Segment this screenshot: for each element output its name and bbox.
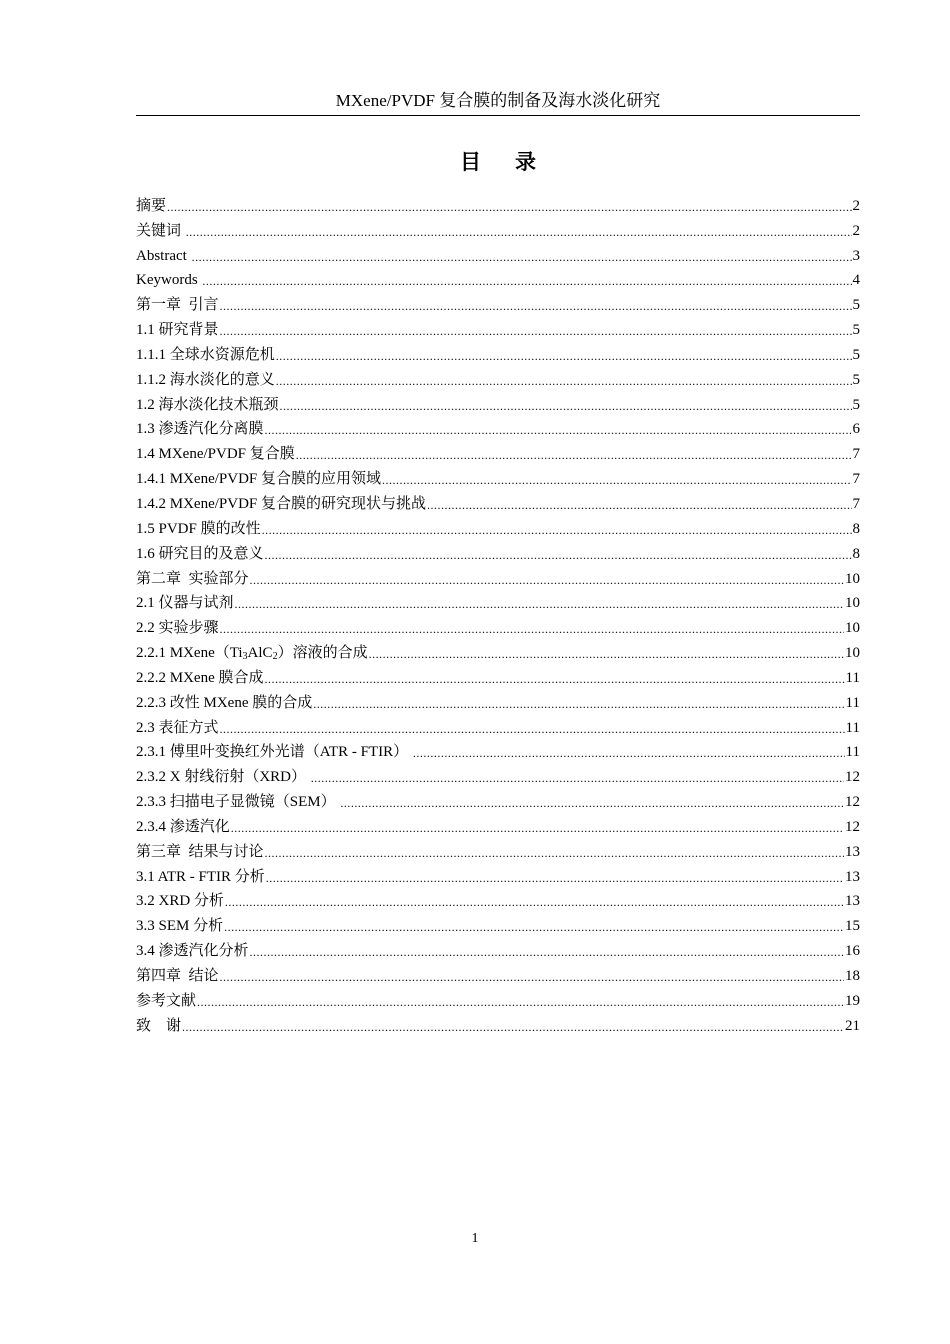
toc-entry-page: 3 bbox=[852, 247, 860, 264]
toc-entry[interactable] bbox=[136, 960, 860, 985]
toc-leader-dots bbox=[192, 249, 852, 265]
table-of-contents bbox=[136, 190, 860, 1035]
toc-entry-label: 2.3 表征方式 bbox=[136, 719, 219, 736]
toc-entry[interactable] bbox=[136, 985, 860, 1010]
toc-entry-page: 7 bbox=[852, 446, 860, 463]
toc-entry[interactable] bbox=[136, 637, 860, 662]
toc-entry-label: 致 谢 bbox=[136, 1017, 182, 1034]
toc-entry-label: 1.6 研究目的及意义 bbox=[136, 545, 264, 562]
toc-entry-page: 19 bbox=[845, 992, 860, 1009]
toc-entry-label: 1.4 MXene/PVDF 复合膜 bbox=[136, 446, 295, 463]
toc-entry-label: 2.2 实验步骤 bbox=[136, 620, 219, 637]
toc-entry-label: 1.3 渗透汽化分离膜 bbox=[136, 421, 264, 438]
toc-entry-label: 3.2 XRD 分析 bbox=[136, 893, 224, 910]
toc-entry[interactable] bbox=[136, 712, 860, 737]
toc-leader-dots bbox=[220, 969, 844, 985]
toc-entry[interactable] bbox=[136, 886, 860, 911]
toc-entry-page: 5 bbox=[852, 322, 860, 339]
toc-entry[interactable] bbox=[136, 414, 860, 439]
toc-entry-page: 21 bbox=[845, 1017, 860, 1034]
toc-entry[interactable] bbox=[136, 513, 860, 538]
page-number: 1 bbox=[471, 1231, 479, 1246]
toc-entry-label: 1.2 海水淡化技术瓶颈 bbox=[136, 396, 279, 413]
toc-entry-page: 10 bbox=[845, 595, 860, 612]
toc-leader-dots bbox=[224, 919, 844, 935]
toc-leader-dots bbox=[382, 472, 851, 488]
toc-leader-dots bbox=[231, 820, 844, 836]
toc-entry-page: 12 bbox=[845, 794, 860, 811]
toc-leader-dots bbox=[427, 497, 851, 513]
toc-entry-label: 3.1 ATR - FTIR 分析 bbox=[136, 868, 265, 885]
toc-leader-dots bbox=[250, 572, 844, 588]
toc-entry[interactable] bbox=[136, 240, 860, 265]
toc-entry-label: 摘要 bbox=[136, 197, 167, 214]
toc-entry-label: 第三章 结果与讨论 bbox=[136, 843, 264, 860]
toc-entry[interactable] bbox=[136, 811, 860, 836]
toc-leader-dots bbox=[265, 547, 852, 563]
toc-entry[interactable] bbox=[136, 935, 860, 960]
toc-entry-label: 1.1.1 全球水资源危机 bbox=[136, 346, 275, 363]
toc-entry-page: 5 bbox=[852, 396, 860, 413]
toc-entry-page: 13 bbox=[845, 893, 860, 910]
toc-entry[interactable] bbox=[136, 786, 860, 811]
toc-title: 目录 bbox=[460, 150, 570, 174]
toc-entry[interactable] bbox=[136, 612, 860, 637]
toc-entry-label: 1.5 PVDF 膜的改性 bbox=[136, 520, 261, 537]
toc-entry[interactable] bbox=[136, 265, 860, 290]
toc-leader-dots bbox=[265, 671, 845, 687]
toc-entry-label: 第一章 引言 bbox=[136, 297, 219, 314]
toc-entry[interactable] bbox=[136, 836, 860, 861]
toc-entry-label: 2.2.2 MXene 膜合成 bbox=[136, 669, 264, 686]
toc-entry[interactable] bbox=[136, 538, 860, 563]
toc-entry-label: 1.1 研究背景 bbox=[136, 322, 219, 339]
toc-entry-page: 10 bbox=[845, 570, 860, 587]
toc-leader-dots bbox=[225, 894, 844, 910]
toc-entry-label: 2.2.3 改性 MXene 膜的合成 bbox=[136, 694, 313, 711]
toc-entry[interactable] bbox=[136, 339, 860, 364]
label-part: AlC bbox=[247, 645, 273, 662]
toc-entry-label: 参考文献 bbox=[136, 992, 197, 1009]
toc-entry-label: 第二章 实验部分 bbox=[136, 570, 249, 587]
toc-entry-page: 7 bbox=[852, 495, 860, 512]
toc-leader-dots bbox=[220, 323, 852, 339]
toc-entry-page: 5 bbox=[852, 297, 860, 314]
toc-entry[interactable] bbox=[136, 364, 860, 389]
toc-entry[interactable] bbox=[136, 488, 860, 513]
toc-entry-page: 5 bbox=[852, 346, 860, 363]
toc-entry[interactable] bbox=[136, 687, 860, 712]
toc-entry-label: 关键词 bbox=[136, 222, 185, 239]
toc-entry[interactable] bbox=[136, 389, 860, 414]
toc-entry-page: 18 bbox=[845, 968, 860, 984]
toc-entry-label: 1.4.1 MXene/PVDF 复合膜的应用领域 bbox=[136, 471, 382, 488]
toc-entry-page: 7 bbox=[852, 471, 860, 488]
toc-entry-page: 12 bbox=[845, 818, 860, 835]
toc-leader-dots bbox=[313, 696, 844, 712]
toc-leader-dots bbox=[235, 596, 844, 612]
toc-leader-dots bbox=[197, 994, 844, 1010]
toc-entry[interactable] bbox=[136, 910, 860, 935]
toc-entry-label bbox=[136, 644, 368, 662]
toc-entry-page: 15 bbox=[845, 918, 860, 935]
toc-leader-dots bbox=[220, 721, 845, 737]
toc-entry-page: 11 bbox=[845, 669, 860, 686]
toc-entry-page: 13 bbox=[845, 868, 860, 885]
toc-leader-dots bbox=[276, 373, 852, 389]
toc-entry-label: Abstract bbox=[136, 247, 191, 264]
toc-entry[interactable] bbox=[136, 438, 860, 463]
label-part: 2.2.1 MXene（Ti bbox=[136, 645, 243, 662]
toc-entry[interactable] bbox=[136, 761, 860, 786]
toc-entry-page: 5 bbox=[852, 371, 860, 388]
toc-entry[interactable] bbox=[136, 463, 860, 488]
toc-entry[interactable] bbox=[136, 1010, 860, 1035]
toc-leader-dots bbox=[311, 770, 844, 786]
toc-leader-dots bbox=[265, 845, 844, 861]
toc-leader-dots bbox=[182, 1019, 844, 1035]
toc-entry[interactable] bbox=[136, 662, 860, 687]
toc-leader-dots bbox=[369, 646, 844, 662]
toc-entry-label: 3.3 SEM 分析 bbox=[136, 918, 224, 935]
toc-leader-dots bbox=[220, 621, 844, 637]
toc-entry-label: 3.4 渗透汽化分析 bbox=[136, 943, 249, 960]
toc-entry-page: 10 bbox=[845, 620, 860, 637]
toc-leader-dots bbox=[276, 348, 852, 364]
toc-entry-page: 12 bbox=[845, 769, 860, 786]
toc-entry[interactable] bbox=[136, 588, 860, 613]
header-rule bbox=[136, 115, 860, 116]
toc-leader-dots bbox=[262, 522, 852, 538]
toc-entry[interactable] bbox=[136, 215, 860, 240]
toc-entry-label: 2.3.4 渗透汽化 bbox=[136, 818, 230, 835]
toc-entry-label: 2.3.3 扫描电子显微镜（SEM） bbox=[136, 794, 340, 811]
toc-entry[interactable] bbox=[136, 563, 860, 588]
toc-entry-page: 10 bbox=[845, 645, 860, 662]
toc-entry-page: 6 bbox=[852, 421, 860, 438]
toc-entry-page: 8 bbox=[852, 520, 860, 537]
toc-entry[interactable] bbox=[136, 314, 860, 339]
subscript: 3 bbox=[242, 651, 248, 663]
toc-leader-dots bbox=[202, 273, 851, 289]
toc-entry-page: 2 bbox=[852, 197, 860, 214]
toc-entry-label: 1.4.2 MXene/PVDF 复合膜的研究现状与挑战 bbox=[136, 495, 427, 512]
toc-entry[interactable] bbox=[136, 861, 860, 886]
toc-entry-page: 11 bbox=[845, 719, 860, 736]
toc-leader-dots bbox=[340, 795, 844, 811]
toc-leader-dots bbox=[265, 422, 852, 438]
toc-leader-dots bbox=[266, 870, 844, 886]
subscript: 2 bbox=[272, 651, 278, 663]
toc-leader-dots bbox=[250, 944, 844, 960]
toc-entry-label: 第四章 结论 bbox=[136, 968, 219, 984]
toc-entry-label: Keywords bbox=[136, 272, 202, 289]
toc-entry-label: 2.3.2 X 射线衍射（XRD） bbox=[136, 769, 310, 786]
toc-entry-page: 16 bbox=[845, 943, 860, 960]
toc-entry-page: 11 bbox=[845, 744, 860, 761]
toc-entry-page: 11 bbox=[845, 694, 860, 711]
toc-entry-page: 8 bbox=[852, 545, 860, 562]
toc-entry[interactable] bbox=[136, 190, 860, 215]
toc-entry-page: 4 bbox=[852, 272, 860, 289]
toc-entry-label: 1.1.2 海水淡化的意义 bbox=[136, 371, 275, 388]
toc-leader-dots bbox=[280, 398, 852, 414]
toc-leader-dots bbox=[413, 745, 845, 761]
toc-entry[interactable] bbox=[136, 289, 860, 314]
label-part: ）溶液的合成 bbox=[277, 645, 368, 662]
toc-entry[interactable] bbox=[136, 737, 860, 762]
toc-entry-label: 2.3.1 傅里叶变换红外光谱（ATR - FTIR） bbox=[136, 744, 412, 761]
toc-leader-dots bbox=[167, 199, 851, 215]
toc-leader-dots bbox=[186, 224, 852, 240]
running-header: MXene/PVDF 复合膜的制备及海水淡化研究 bbox=[335, 91, 661, 110]
toc-leader-dots bbox=[220, 298, 852, 314]
toc-leader-dots bbox=[296, 447, 852, 463]
toc-entry-page: 13 bbox=[845, 843, 860, 860]
toc-entry-page: 2 bbox=[852, 222, 860, 239]
toc-entry-label: 2.1 仪器与试剂 bbox=[136, 595, 234, 612]
